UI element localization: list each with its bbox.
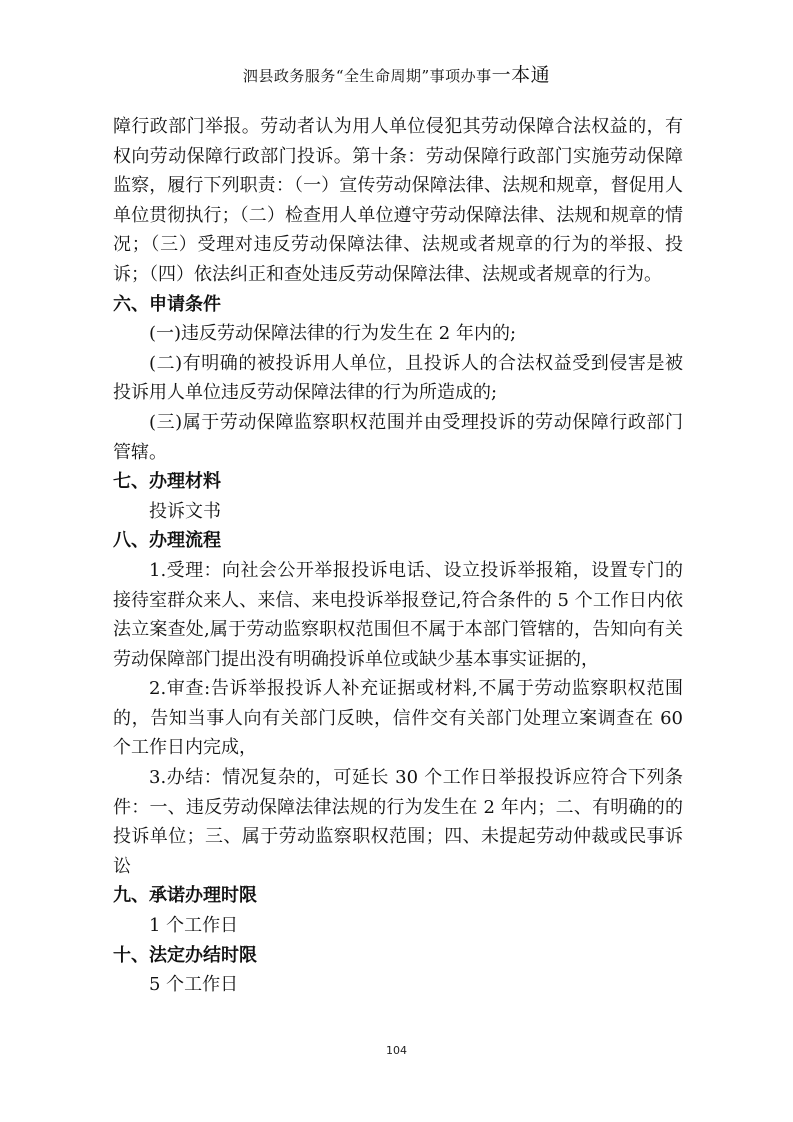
section-heading-process: 八、办理流程	[113, 530, 221, 552]
condition-item: (二)有明确的被投诉用人单位，且投诉人的合法权益受到侵害是被投诉用人单位违反劳动保障法律的行为所造成的;	[113, 352, 683, 404]
process-step: 2.审查:告诉举报投诉人补充证据或材料,不属于劳动监察职权范围的，告知当事人向有关部门反映，信件交有关部门处理立案调查在 60 个工作日内完成，	[113, 678, 683, 759]
document-body	[113, 112, 683, 1000]
page-number: 104	[386, 1044, 407, 1057]
section-heading-promised-time: 九、承诺办理时限	[113, 885, 257, 907]
intro-paragraph: 障行政部门举报。劳动者认为用人单位侵犯其劳动保障合法权益的，有权向劳动保障行政部门投诉。第十条：劳动保障行政部门实施劳动保障监察，履行下列职责：（一）宣传劳动保障法律、法规和规章，督促用人单位贯彻执行；（二）检查用人单位遵守劳动保障法律、法规和规章的情况；（三）受理对违反劳动保障法律、法规或者规章的行为的举报、投诉；（四）依法纠正和查处违反劳动保障法律、法规或者规章的行为。	[113, 116, 683, 285]
section-heading-conditions: 六、申请条件	[113, 293, 221, 315]
materials-text: 投诉文书	[149, 500, 221, 522]
process-step: 3.办结：情况复杂的，可延长 30 个工作日举报投诉应符合下列条件：一、违反劳动保障法律法规的行为发生在 2 年内；二、有明确的的投诉单位；三、属于劳动监察职权范围；四、未提起劳动仲裁或民事诉讼	[113, 767, 683, 877]
section-heading-legal-time: 十、法定办结时限	[113, 944, 257, 966]
process-step: 1.受理：向社会公开举报投诉电话、设立投诉举报箱，设置专门的接待室群众来人、来信、来电投诉举报登记,符合条件的 5 个工作日内依法立案查处,属于劳动监察职权范围但不属于本部门管辖的，告知向有关劳动保障部门提出没有明确投诉单位或缺少基本事实证据的，	[113, 559, 683, 670]
header-emphasis: 一本通	[491, 64, 551, 86]
header-text: 泗县政务服务“全生命周期”事项办事	[242, 67, 492, 85]
legal-time-text: 5 个工作日	[149, 974, 239, 996]
condition-item: (三)属于劳动保障监察职权范围并由受理投诉的劳动保障行政部门管辖。	[113, 411, 683, 463]
section-heading-materials: 七、办理材料	[113, 471, 221, 493]
condition-item: (一)违反劳动保障法律的行为发生在 2 年内的;	[149, 323, 517, 345]
promised-time-text: 1 个工作日	[149, 915, 239, 937]
page-header	[0, 60, 793, 87]
